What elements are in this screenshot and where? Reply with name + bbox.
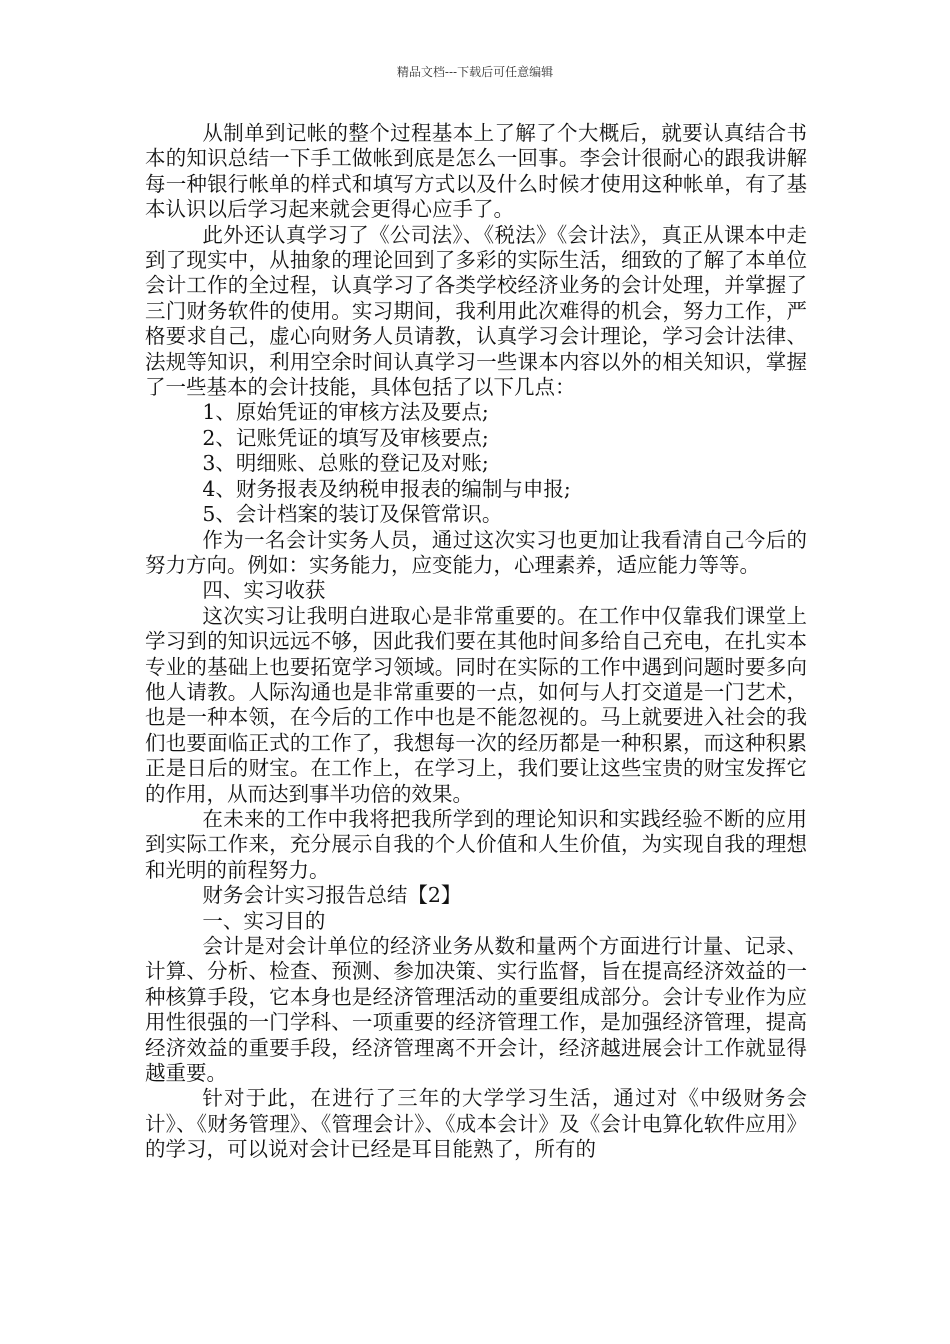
paragraph: 此外还认真学习了《公司法》、《税法》《会计法》，真正从课本中走到了现实中，从抽象的理论回到了多彩的实际生活，细致的了解了本单位会计工作的全过程，认真学习了各类学校经济业务的会计处理，并掌握了三门财务软件的使用。实习期间，我利用此次难得的机会，努力工作，严格要求自己，虚心向财务人员请教，认真学习会计理论，学习会计法律、法规等知识，利用空余时间认真学习一些课本内容以外的相关知识，掌握了一些基本的会计技能，具体包括了以下几点： — [145, 222, 807, 400]
paragraph: 在未来的工作中我将把我所学到的理论知识和实践经验不断的应用到实际工作来，充分展示自我的个人价值和人生价值，为实现自我的理想和光明的前程努力。 — [145, 806, 807, 882]
paragraph: 针对于此，在进行了三年的大学学习生活，通过对《中级财务会计》、《财务管理》、《管理会计》、《成本会计》及《会计电算化软件应用》的学习，可以说对会计已经是耳目能熟了，所有的 — [145, 1086, 807, 1162]
section-heading: 四、实习收获 — [202, 578, 326, 603]
paragraph: 作为一名会计实务人员，通过这次实习也更加让我看清自己今后的努力方向。例如：实务能力，应变能力，心理素养，适应能力等等。 — [145, 527, 807, 577]
paragraph: 会计是对会计单位的经济业务从数和量两个方面进行计量、记录、计算、分析、检查、预测、参加决策、实行监督，旨在提高经济效益的一种核算手段，它本身也是经济管理活动的重要组成部分。会计专业作为应用性很强的一门学科、一项重要的经济管理工作，是加强经济管理，提高经济效益的重要手段，经济管理离不开会计，经济越进展会计工作就显得越重要。 — [145, 934, 807, 1086]
report-title: 财务会计实习报告总结【2】 — [202, 883, 462, 908]
paragraph: 这次实习让我明白进取心是非常重要的。在工作中仅靠我们课堂上学习到的知识远远不够，因此我们要在其他时间多给自己充电，在扎实本专业的基础上也要拓宽学习领域。同时在实际的工作中遇到问题时要多向他人请教。人际沟通也是非常重要的一点，如何与人打交道是一门艺术，也是一种本领，在今后的工作中也是不能忽视的。马上就要进入社会的我们也要面临正式的工作了，我想每一次的经历都是一种积累，而这种积累正是日后的财宝。在工作上，在学习上，我们要让这些宝贵的财宝发挥它的作用，从而达到事半功倍的效果。 — [145, 603, 807, 806]
page-header: 精品文档---下载后可任意编辑 — [396, 65, 554, 79]
list-item: 5、会计档案的装订及保管常识。 — [202, 502, 503, 527]
list-item: 3、明细账、总账的登记及对账; — [202, 451, 489, 476]
paragraph: 从制单到记帐的整个过程基本上了解了个大概后，就要认真结合书本的知识总结一下手工做帐到底是怎么一回事。李会计很耐心的跟我讲解每一种银行帐单的样式和填写方式以及什么时候才使用这种帐单，有了基本认识以后学习起来就会更得心应手了。 — [145, 121, 807, 222]
list-item: 4、财务报表及纳税申报表的编制与申报; — [202, 476, 571, 501]
section-heading: 一、实习目的 — [202, 908, 326, 933]
list-item: 2、记账凭证的填写及审核要点; — [202, 425, 489, 450]
document-body — [145, 121, 807, 1163]
list-item: 1、原始凭证的审核方法及要点; — [202, 400, 489, 425]
